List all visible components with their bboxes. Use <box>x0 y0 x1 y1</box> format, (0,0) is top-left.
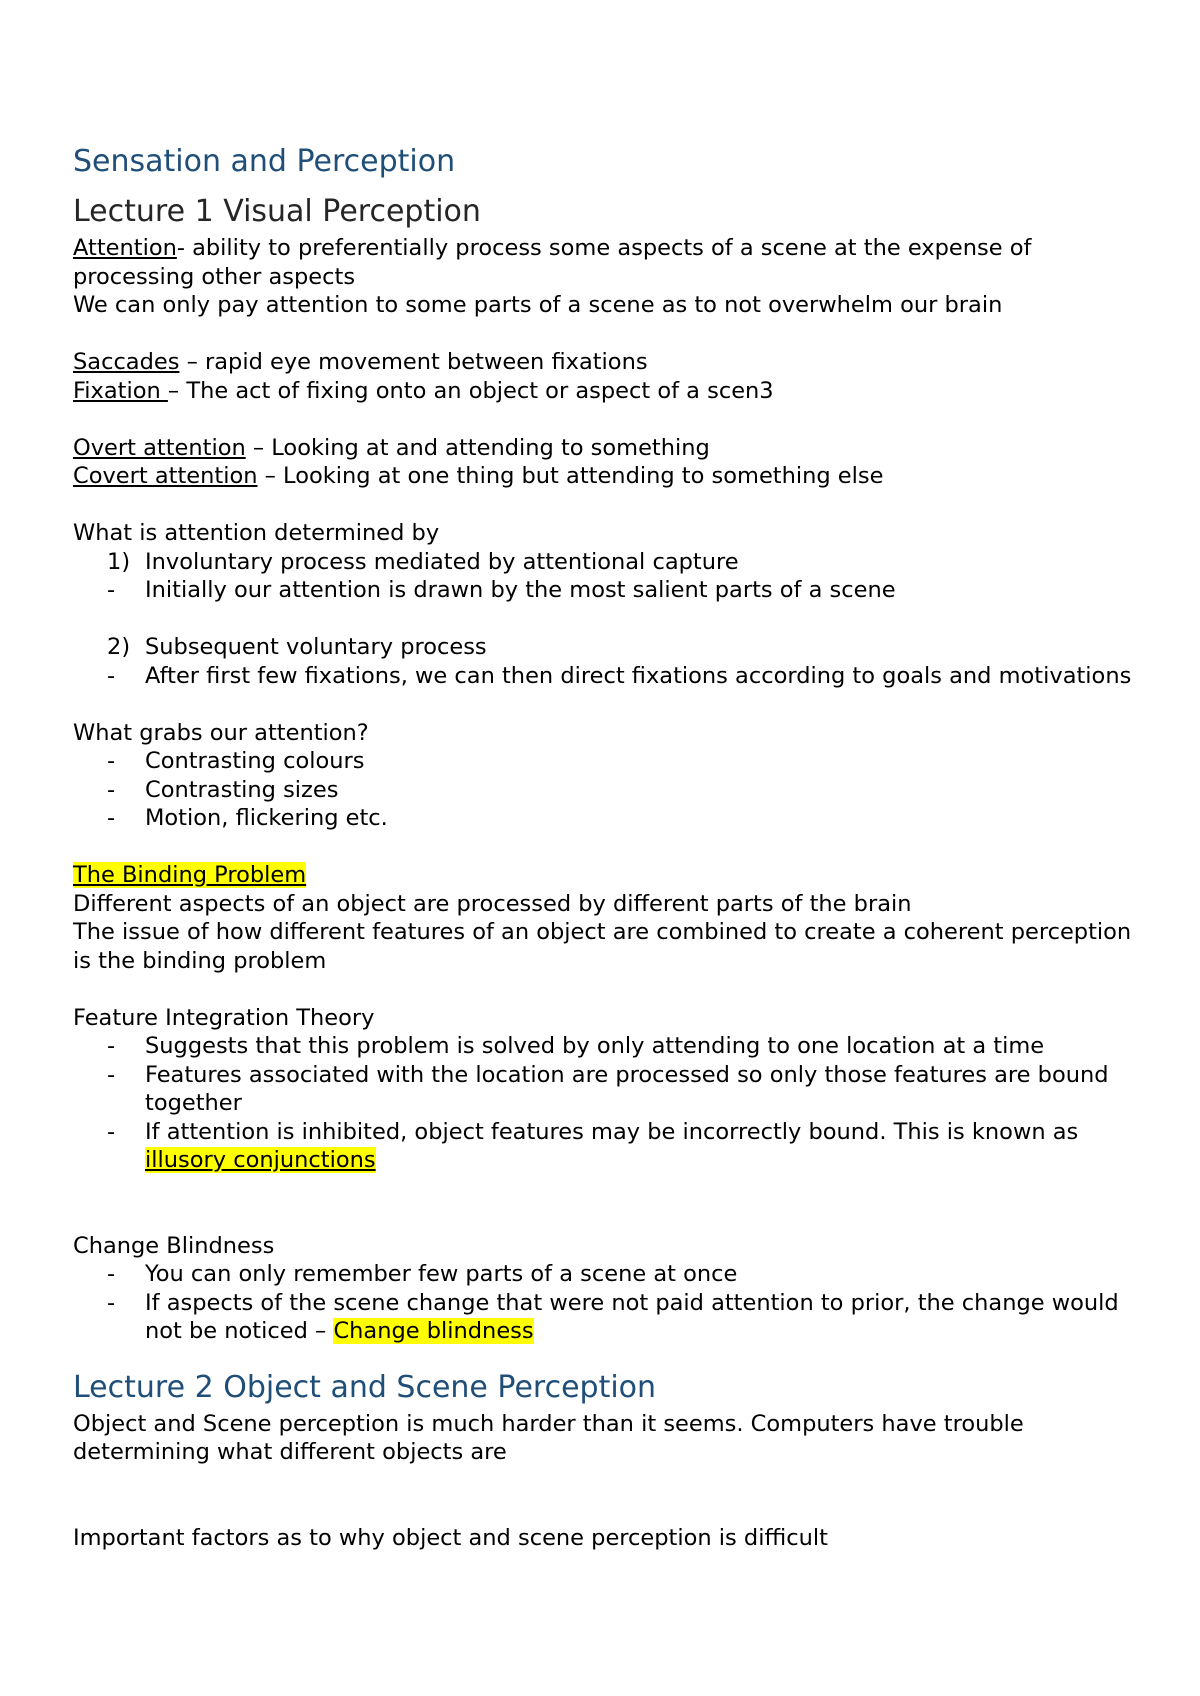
list-item <box>73 662 1133 691</box>
list-item-text: Suggests that this problem is solved by only attending to one location at a time <box>145 1033 1045 1059</box>
attention-line2: We can only pay attention to some parts of a scene as to not overwhelm our brain <box>73 292 1003 318</box>
cb-item2-text: If aspects of the scene change that were not paid attention to prior, the change would not be noticed – <box>145 1289 1119 1344</box>
list-marker: - <box>107 1061 116 1088</box>
fit-heading: Feature Integration Theory <box>73 1004 375 1031</box>
list-item <box>73 1061 1133 1118</box>
saccades-definition: – rapid eye movement between fixations <box>179 349 648 375</box>
list-item-text <box>145 1289 1133 1346</box>
saccades-line <box>73 348 1133 377</box>
change-blindness-highlight: Change blindness <box>333 1318 534 1344</box>
fit-last-text: If attention is inhibited, object features may be incorrectly bound. This is known as <box>145 1118 1079 1145</box>
list-item <box>73 1032 1133 1061</box>
grabs-list <box>73 747 1133 833</box>
list-item <box>73 548 1133 577</box>
cb-list <box>73 1260 1133 1346</box>
determined-list <box>73 548 1133 605</box>
list-marker: - <box>107 1118 116 1145</box>
list-marker: - <box>107 1261 116 1287</box>
list-item <box>73 804 1133 833</box>
covert-term: Covert attention <box>73 463 258 489</box>
list-marker: - <box>107 748 116 774</box>
covert-line <box>73 462 1133 491</box>
lecture2-heading: Lecture 2 Object and Scene Perception <box>73 1369 657 1405</box>
attention-term: Attention <box>73 235 177 261</box>
attention-definition: - ability to preferentially process some aspects of a scene at the expense of processing other aspects <box>73 235 1032 290</box>
document-title: Sensation and Perception <box>73 144 456 179</box>
grabs-heading: What grabs our attention? <box>73 719 369 746</box>
list-marker: - <box>107 776 116 803</box>
list-item <box>73 1260 1133 1289</box>
illusory-conjunctions-highlight: illusory conjunctions <box>145 1147 376 1173</box>
determined-heading: What is attention determined by <box>73 520 440 546</box>
list-item-text: After first few fixations, we can then direct fixations according to goals and motivations <box>145 662 1132 689</box>
list-item-text: Motion, flickering etc. <box>145 805 388 831</box>
list-marker: - <box>107 577 116 603</box>
binding-line2: The issue of how different features of an object are combined to create a coherent perception is the binding problem <box>73 919 1132 974</box>
list-item <box>73 633 1133 662</box>
list-item-text: Initially our attention is drawn by the most salient parts of a scene <box>145 577 896 603</box>
list-item-text <box>145 1118 1133 1175</box>
covert-definition: – Looking at one thing but attending to something else <box>257 463 884 489</box>
list-item <box>73 1289 1133 1346</box>
list-marker: 1) <box>107 548 131 575</box>
list-marker: - <box>107 662 116 689</box>
list-item-text: Features associated with the location are processed so only those features are bound together <box>145 1061 1109 1116</box>
cb-heading: Change Blindness <box>73 1232 275 1259</box>
attention-paragraph <box>73 234 1133 291</box>
lecture2-factors: Important factors as to why object and scene perception is difficult <box>73 1524 828 1551</box>
list-item <box>73 776 1133 805</box>
binding-heading-line <box>73 861 1133 890</box>
list-item-text: Contrasting sizes <box>145 776 339 803</box>
list-item <box>73 747 1133 776</box>
overt-line <box>73 434 1133 463</box>
fixation-term: Fixation <box>73 377 168 404</box>
list-marker: - <box>107 1289 116 1316</box>
list-item <box>73 576 1133 605</box>
document-page <box>73 140 1133 1552</box>
list-marker: - <box>107 805 116 831</box>
overt-definition: – Looking at and attending to something <box>245 434 710 461</box>
lecture1-heading: Lecture 1 Visual Perception <box>73 194 481 229</box>
list-item-text: Involuntary process mediated by attentional capture <box>145 548 739 575</box>
list-item <box>73 1118 1133 1175</box>
fit-list <box>73 1032 1133 1175</box>
list-marker: - <box>107 1033 116 1059</box>
determined-list-2 <box>73 633 1133 690</box>
fixation-definition: – The act of fixing onto an object or aspect of a scen3 <box>167 377 774 404</box>
binding-term: The Binding Problem <box>73 862 307 888</box>
list-item-text: Contrasting colours <box>145 748 365 774</box>
lecture2-intro: Object and Scene perception is much harder than it seems. Computers have trouble determining what different objects are <box>73 1410 1024 1465</box>
overt-term: Overt attention <box>73 434 246 461</box>
fixation-line <box>73 377 1133 406</box>
list-item-text: Subsequent voluntary process <box>145 634 487 660</box>
saccades-term: Saccades <box>73 349 180 375</box>
list-item-text: You can only remember few parts of a scene at once <box>145 1261 738 1287</box>
list-marker: 2) <box>107 634 131 660</box>
binding-line1: Different aspects of an object are processed by different parts of the brain <box>73 890 912 917</box>
